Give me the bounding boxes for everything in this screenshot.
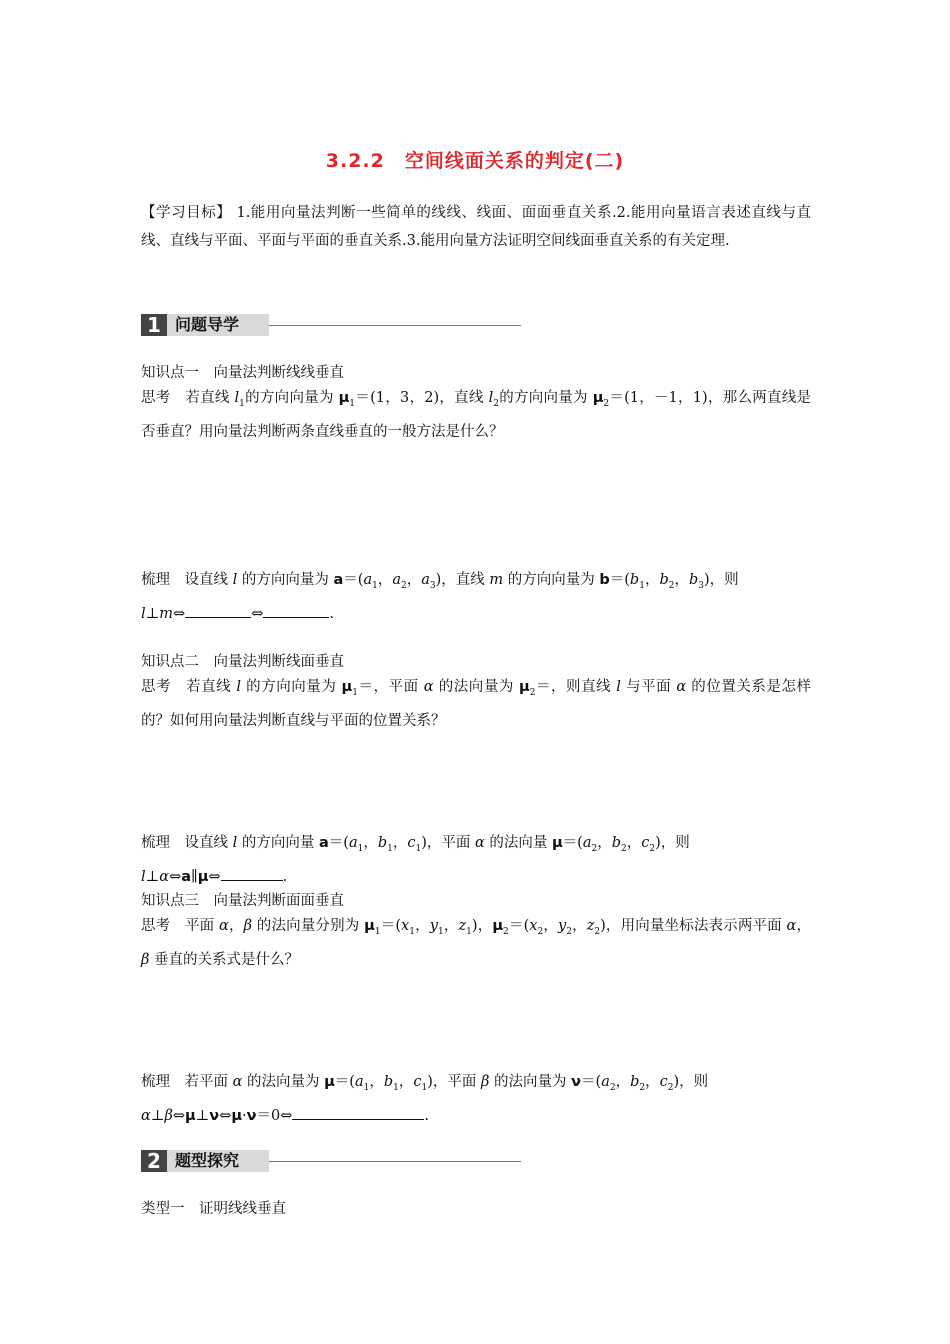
- answer-blank[interactable]: [292, 1105, 424, 1120]
- summary-label: 梳理: [141, 835, 170, 851]
- answer-blank[interactable]: [185, 603, 251, 618]
- section-rule: [269, 1161, 521, 1162]
- summary-label: 梳理: [141, 1074, 170, 1090]
- kp2-title: 知识点二 向量法判断线面垂直: [141, 654, 344, 670]
- summary-label: 梳理: [141, 572, 170, 588]
- section-rule: [269, 325, 521, 326]
- learning-objectives: [141, 199, 811, 255]
- section-label: 题型探究: [167, 1150, 269, 1172]
- kp1-title: 知识点一 向量法判断线线垂直: [141, 365, 344, 381]
- kp1-think: 思考 若直线 $l_1$的方向向量为 $\mu_1=(1$，3，2)，直线 $l_2$的方向向量为 $\mu_2=(1$，－1，1)，那么两直线是否垂直？用向量法判断两条直线垂直的一般方法是什么？: [141, 390, 812, 440]
- think-label: 思考: [141, 390, 171, 406]
- kp2-think: 思考 若直线 l 的方向向量为 $\mu_1=$，平面 α 的法向量为 $\mu_2=$，则直线 l 与平面 α 的位置关系是怎样的？如何用向量法判断直线与平面的位置关系？: [141, 679, 812, 729]
- objectives-label: 【学习目标】: [141, 205, 232, 221]
- answer-blank[interactable]: [221, 866, 283, 881]
- objectives-text: 1.能用向量法判断一些简单的线线、线面、面面垂直关系.2.能用向量语言表述直线与直线、直线与平面、平面与平面的垂直关系.3.能用向量方法证明空间线面垂直关系的有关定理.: [141, 205, 812, 249]
- kp3-title: 知识点三 向量法判断面面垂直: [141, 893, 344, 909]
- think-label: 思考: [141, 679, 172, 695]
- kp3-summary: 梳理 若平面 α 的法向量为 $\mu=(a_1$，$b_1$，$c_1$)，平面 β 的法向量为 $\nu=(a_2$，$b_2$，$c_2$)，则 α⊥β⇔μ⊥ν⇔μ·ν＝0⇔ .: [141, 1074, 709, 1124]
- section-label: 问题导学: [167, 314, 269, 336]
- kp3-think: 思考 平面 α，β 的法向量分别为 $\mu_1=(x_1$，$y_1$，$z_1$)，$\mu_2=(x_2$，$y_2$，$z_2$)，用向量坐标法表示两平面 α，β 垂直的关系式是什么？: [141, 918, 811, 968]
- section-number: 2: [141, 1150, 167, 1172]
- kp2-summary: 梳理 设直线 l 的方向向量 $a=(a_1$，$b_1$，$c_1$)，平面 α 的法向量 $\mu=(a_2$，$b_2$，$c_2$)，则 l⊥α⇔a∥μ⇔ .: [141, 835, 690, 885]
- answer-blank[interactable]: [263, 603, 329, 618]
- type1-title: 类型一 证明线线垂直: [141, 1201, 286, 1217]
- section-number: 1: [141, 314, 167, 336]
- page-title: 3.2.2 空间线面关系的判定(二): [325, 150, 625, 172]
- kp1-summary: 梳理 设直线 l 的方向向量为 $a=(a_1$，$a_2$，$a_3$)，直线 m 的方向向量为 $b=(b_1$，$b_2$，$b_3$)，则 l⊥m⇔ ⇔ .: [141, 572, 739, 622]
- think-label: 思考: [141, 918, 171, 934]
